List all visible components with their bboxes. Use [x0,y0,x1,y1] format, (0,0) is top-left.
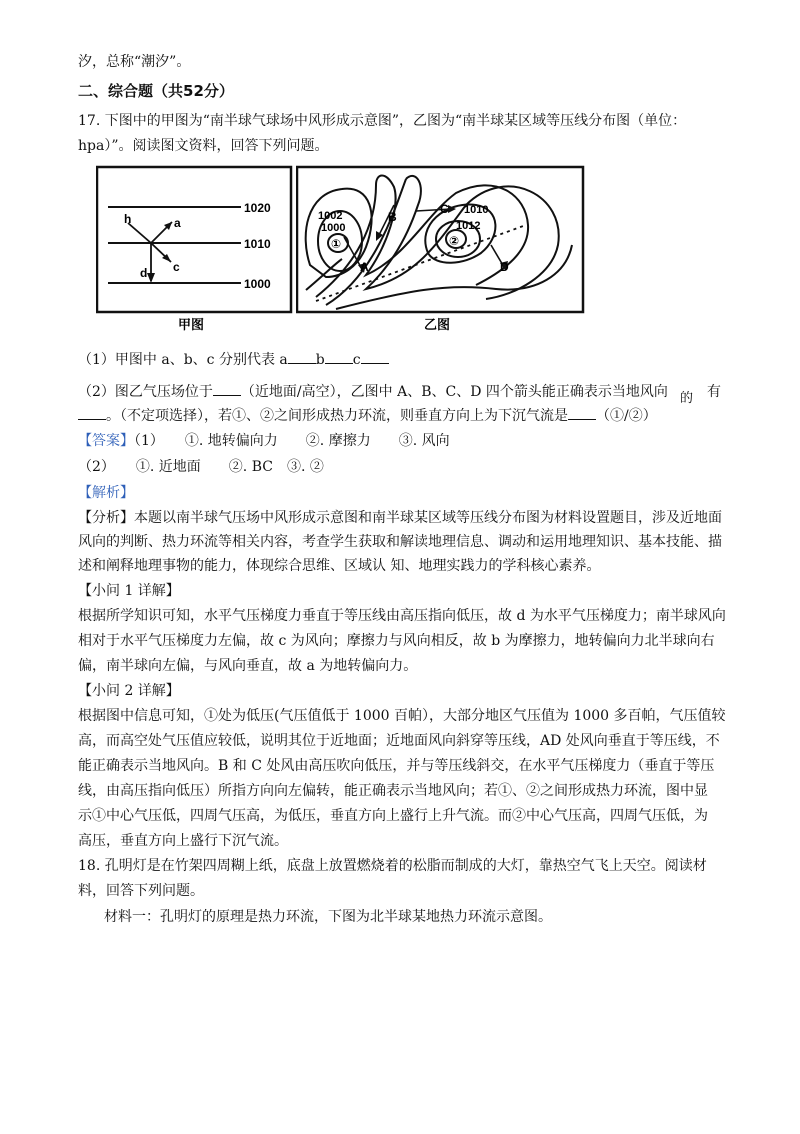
label-D: D [500,260,509,274]
answer-blank-b[interactable] [325,349,353,364]
sub-question-2-line-5: 示①中心气压低，四周气压高，为低压，垂直方向上盛行上升气流。而②中心气压高，四周气压低，为 [78,808,708,824]
sub1-part-b: b [315,352,325,368]
label-1012: 1012 [456,220,481,232]
sub2-part-a: （2）图乙气压场位于 [78,384,213,400]
caption-yi: 乙图 [424,317,451,332]
text-line: 汐，总称“潮汐”。 [78,54,191,70]
sub-question-2-title: 【小问 2 详解】 [78,683,180,699]
label-circle-1: ① [331,237,342,251]
answer-1: （1） ①. 地转偏向力 ②. 摩擦力 ③. 风向 [134,433,450,449]
sub2-part-b: （近地面/高空），乙图中 A、B、C、D 四个箭头能正确表示当地风向 [240,384,668,400]
analysis-line-1: 【分析】本题以南半球气压场中风形成示意图和南半球某区域等压线分布图为材料设置题目，涉及近地面 [78,510,722,526]
material-1: 材料一：孔明灯的原理是热力环流，下图为北半球某地热力环流示意图。 [104,909,552,925]
sub1-part-a: （1）甲图中 a、b、c 分别代表 a [78,352,288,368]
question-18-line-2: 料，回答下列问题。 [78,883,204,899]
label-b: h [124,212,132,226]
sub-question-1-line-3: 偏，南半球向左偏，与风向垂直，故 a 为地转偏向力。 [78,658,418,674]
label-a: a [174,216,181,230]
label-d: d [140,266,148,280]
caption-jia: 甲图 [178,317,205,332]
answer-line-2: （2） ①. 近地面 ②. BC ③. ② [78,459,324,475]
question-17-sub-1 [78,349,389,371]
label-circle-2: ② [449,234,460,248]
sub-question-1-title: 【小问 1 详解】 [78,583,180,599]
isobar-1000: 1000 [244,277,271,291]
answer-blank-a[interactable] [288,349,316,364]
answer-blank-c[interactable] [361,349,389,364]
label-C: C [440,202,449,216]
answer-blank-arrows[interactable] [78,405,106,420]
analysis-line-2: 风向的判断、热力环流等相关内容，考查学生获取和解读地理信息、调动和运用地理知识、基本技能、描 [78,534,722,550]
sub-question-1-line-2: 相对于水平气压梯度力左偏，故 c 为风向；摩擦力与风向相反，故 b 为摩擦力，地转偏向力北半球向右 [78,633,715,649]
question-17-line-2: hpa）”。阅读图文资料，回答下列问题。 [78,138,329,154]
jiexi-label: 【解析】 [78,485,134,501]
answer-label: 【答案】 [78,433,134,449]
sub-question-2-line-1: 根据图中信息可知，①处为低压(气压值低于 1000 百帕），大部分地区气压值为 1000 多百帕，气压值较 [78,708,726,724]
answer-line-1 [78,430,450,452]
answer-blank-sinking[interactable] [568,405,596,420]
sub2-you: 有 [707,384,721,400]
question-17-line-1: 17. 下图中的甲图为“南半球气球场中风形成示意图”，乙图为“南半球某区域等压线分布图（单位： [78,113,687,129]
label-c: c [173,260,180,274]
figure-yi [296,165,586,335]
label-1002: 1002 [318,210,343,222]
question-18-line-1: 18. 孔明灯是在竹架四周糊上纸，底盘上放置燃烧着的松脂而制成的大灯，靠热空气飞上天空。阅读材 [78,858,707,874]
sub-question-2-line-6: 高压，垂直方向上盛行下沉气流。 [78,833,288,849]
isobar-1020: 1020 [244,201,271,215]
sub1-part-c: c [352,352,361,368]
analysis-line-3: 述和阐释地理事物的能力，体现综合思维、区域认 知、地理实践力的学科核心素养。 [78,558,601,574]
section-title: 二、综合题（共52分） [78,82,234,100]
isobar-1010: 1010 [244,237,271,251]
label-B: B [388,210,397,224]
sub2-part-c: 。（不定项选择），若①、②之间形成热力环流，则垂直方向上为下沉气流是 [106,408,568,424]
question-17-sub-2-line-2 [78,405,657,427]
sub-question-2-line-2: 高，而高空处气压值应较低，说明其位于近地面；近地面风向斜穿等压线，AD 处风向垂直于等压线，不 [78,733,720,749]
sub-question-2-line-4: 线，由高压指向低压）所指方向向左偏转，能正确表示当地风向；若①、②之间形成热力环流，图中显 [78,783,708,799]
sub2-part-d: （①/②） [596,408,657,424]
sub2-de: 的 [680,391,694,406]
label-1000: 1000 [321,222,346,234]
question-17-sub-2-line-1 [78,381,668,403]
sub-question-1-line-1: 根据所学知识可知，水平气压梯度力垂直于等压线由高压指向低压，故 d 为水平气压梯度力；南半球风向 [78,608,726,624]
figure-jia [96,165,296,335]
answer-blank-location[interactable] [213,381,241,396]
sub-question-2-line-3: 能正确表示当地风向。B 和 C 处风由高压吹向低压，并与等压线斜交，在水平气压梯度力（垂直于等压 [78,758,715,774]
label-A: A [360,260,369,274]
label-1010: 1010 [464,204,489,216]
